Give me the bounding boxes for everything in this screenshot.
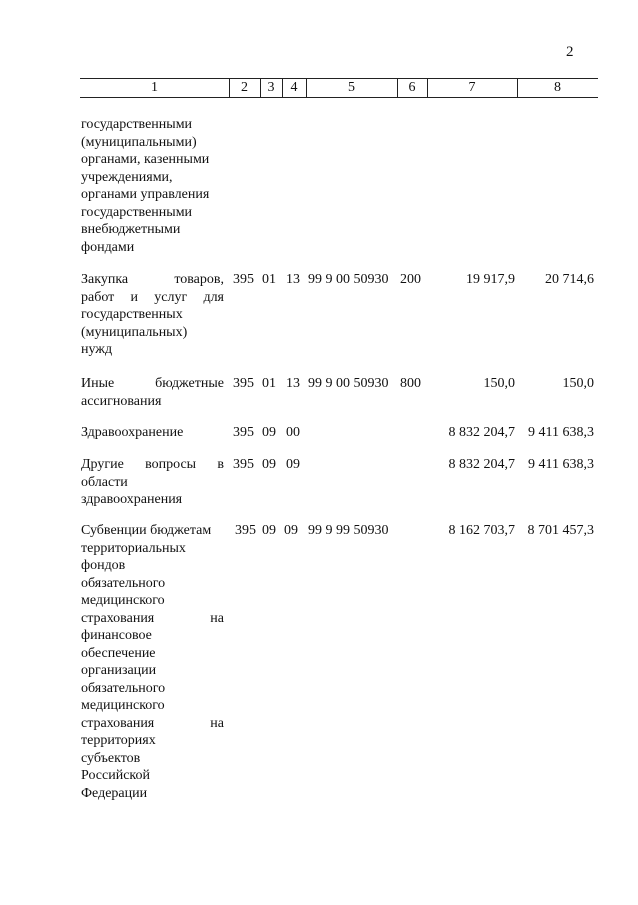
name-line: финансовое xyxy=(81,628,152,643)
name-line: страхования на xyxy=(81,715,224,731)
name-line: органами управления xyxy=(81,187,210,202)
row-1-c7: 19 917,9 xyxy=(466,272,515,287)
row-3-c3: 09 xyxy=(262,425,276,440)
header-col-5: 5 xyxy=(348,80,355,95)
row-4-c4: 09 xyxy=(286,457,300,472)
name-line: фондов xyxy=(81,558,126,573)
row-1-name xyxy=(81,271,224,359)
name-line: внебюджетными xyxy=(81,222,181,237)
header-col-8: 8 xyxy=(554,80,561,95)
name-line: учреждениями, xyxy=(81,169,173,185)
name-line: работ и услуг для xyxy=(81,289,224,305)
name-line: Иные бюджетные xyxy=(81,376,224,391)
row-5-c5: 99 9 99 50930 xyxy=(308,523,389,538)
row-2-c7: 150,0 xyxy=(483,376,515,391)
name-line: здравоохранения xyxy=(81,492,183,507)
row-4-c3: 09 xyxy=(262,457,276,472)
row-0-name xyxy=(81,116,224,256)
name-line: государственных xyxy=(81,307,183,322)
row-4-c2: 395 xyxy=(233,457,254,472)
row-1-c5: 99 9 00 50930 xyxy=(308,272,389,287)
row-3-c7: 8 832 204,7 xyxy=(448,425,515,440)
row-5-c7: 8 162 703,7 xyxy=(448,523,515,538)
header-col-3: 3 xyxy=(267,80,275,95)
name-line: (муниципальными) xyxy=(81,134,197,150)
name-line: государственными xyxy=(81,204,193,220)
name-line: нужд xyxy=(81,342,113,357)
name-line: медицинского xyxy=(81,593,165,608)
row-5-c4: 09 xyxy=(284,523,298,538)
name-line: области xyxy=(81,474,128,490)
name-line: обязательного xyxy=(81,680,166,696)
row-4-c8: 9 411 638,3 xyxy=(528,457,594,472)
name-line: Федерации xyxy=(81,785,148,801)
header-col-1: 1 xyxy=(151,80,158,95)
row-2-c2: 395 xyxy=(233,376,254,391)
page-number: 2 xyxy=(566,44,574,60)
name-line: Другие вопросы в xyxy=(81,457,224,472)
name-line: ассигнования xyxy=(81,393,162,409)
name-line: органами, казенными xyxy=(81,152,210,167)
header-col-7: 7 xyxy=(468,80,476,95)
row-3-name xyxy=(81,424,224,442)
row-3-c8: 9 411 638,3 xyxy=(528,425,594,440)
name-line: медицинского xyxy=(81,698,165,713)
row-4-name xyxy=(81,456,224,509)
header-col-2: 2 xyxy=(241,80,248,95)
row-1-c2: 395 xyxy=(233,272,254,287)
row-1-c4: 13 xyxy=(286,272,300,287)
row-5-c3: 09 xyxy=(262,523,276,538)
name-line: Субвенции бюджетам xyxy=(81,523,212,538)
name-line: страхования на xyxy=(81,610,224,626)
row-2-c3: 01 xyxy=(262,376,276,391)
header-bottom-rule xyxy=(80,97,598,98)
name-line: фондами xyxy=(81,239,135,255)
row-2-name xyxy=(81,375,224,410)
row-1-c6: 200 xyxy=(400,272,421,287)
row-1-c3: 01 xyxy=(262,272,276,287)
header-col-4: 4 xyxy=(290,80,298,95)
row-2-c5: 99 9 00 50930 xyxy=(308,376,389,391)
row-5-name xyxy=(81,522,224,802)
row-3-c2: 395 xyxy=(233,425,254,440)
name-line: государственными xyxy=(81,117,193,132)
name-line: субъектов xyxy=(81,750,141,766)
row-5-c8: 8 701 457,3 xyxy=(527,523,594,538)
name-line: Российской xyxy=(81,768,150,783)
row-2-c6: 800 xyxy=(400,376,421,391)
name-line: обязательного xyxy=(81,575,166,591)
name-line: территориях xyxy=(81,733,156,748)
row-2-c8: 150,0 xyxy=(562,376,594,391)
name-line: (муниципальных) xyxy=(81,324,188,340)
header-col-6: 6 xyxy=(408,80,416,95)
name-line: территориальных xyxy=(81,540,186,556)
name-line: организации xyxy=(81,663,157,678)
name-line: Закупка товаров, xyxy=(81,272,224,287)
name-line: обеспечение xyxy=(81,645,156,661)
row-3-c4: 00 xyxy=(286,425,300,440)
row-2-c4: 13 xyxy=(286,376,300,391)
name-line: Здравоохранение xyxy=(81,425,184,440)
row-1-c8: 20 714,6 xyxy=(545,272,594,287)
row-4-c7: 8 832 204,7 xyxy=(448,457,515,472)
row-5-c2: 395 xyxy=(235,523,256,538)
